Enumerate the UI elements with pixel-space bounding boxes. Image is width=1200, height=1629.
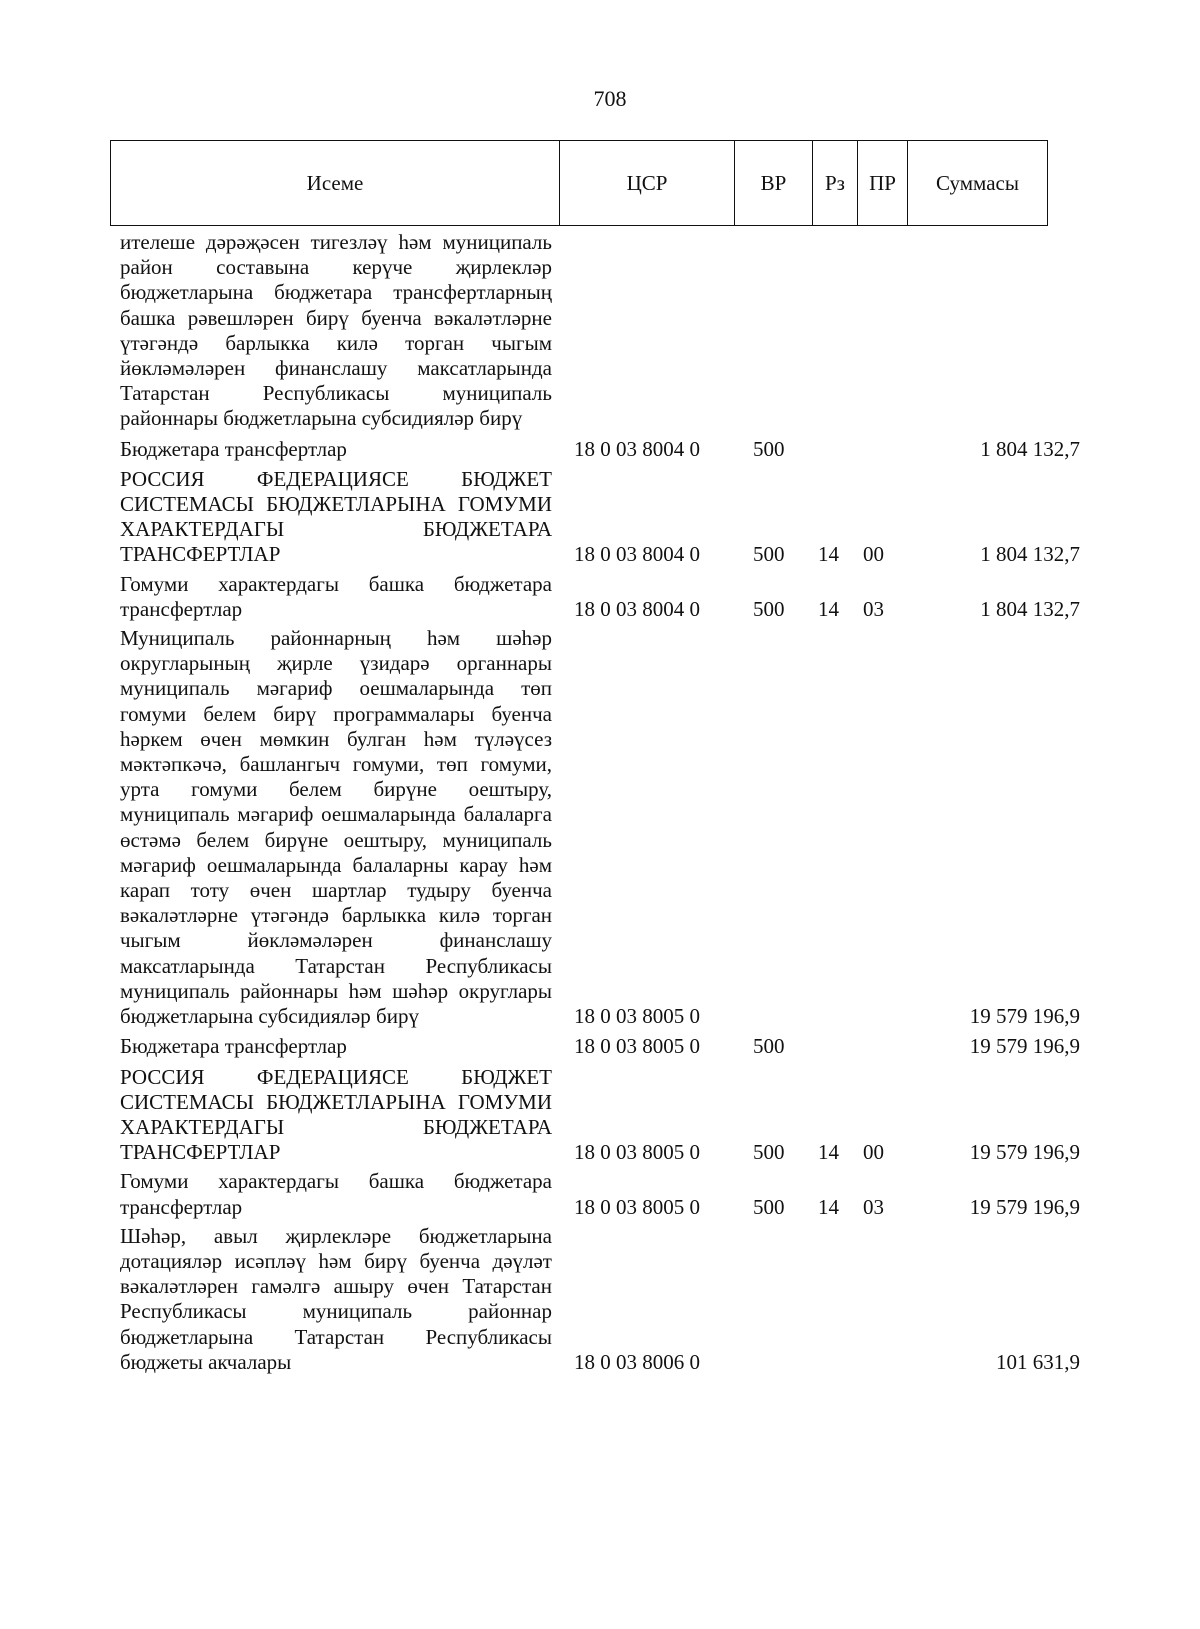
row-name: Гомуми характердагы башка бюджетара трансфертлар [120,571,552,621]
row-csr: 18 0 03 8006 0 [574,1349,700,1374]
table-row [0,1224,1200,1375]
row-sum: 1 804 132,7 [980,436,1080,461]
row-pr: 00 [863,542,884,567]
row-name: РОССИЯ ФЕДЕРАЦИЯСЕ БЮДЖЕТ СИСТЕМАСЫ БЮДЖЕТЛАРЫНА ГОМУМИ ХАРАКТЕРДАГЫ БЮДЖЕТАРА ТРАНСФЕРТЛАР [120,466,552,567]
row-vr: 500 [753,1194,785,1219]
row-vr: 500 [753,1140,785,1165]
row-vr: 500 [753,436,785,461]
row-name: Бюджетара трансфертлар [120,436,347,461]
row-name: РОССИЯ ФЕДЕРАЦИЯСЕ БЮДЖЕТ СИСТЕМАСЫ БЮДЖЕТЛАРЫНА ГОМУМИ ХАРАКТЕРДАГЫ БЮДЖЕТАРА ТРАНСФЕРТЛАР [120,1064,552,1165]
row-rz: 14 [818,1140,839,1165]
table-row [0,1034,1200,1059]
table-row [0,467,1200,568]
table-row [0,230,1200,432]
row-name: Гомуми характердагы башка бюджетара трансфертлар [120,1169,552,1219]
row-csr: 18 0 03 8005 0 [574,1140,700,1165]
row-csr: 18 0 03 8005 0 [574,1034,700,1059]
row-vr: 500 [753,542,785,567]
row-sum: 19 579 196,9 [969,1004,1080,1029]
row-sum: 1 804 132,7 [980,542,1080,567]
table-header [110,140,1048,226]
header-sum: Суммасы [936,170,1019,195]
row-csr: 18 0 03 8005 0 [574,1194,700,1219]
header-csr: ЦСР [560,141,735,225]
row-pr: 03 [863,596,884,621]
header-pr: ПР [858,141,908,225]
row-pr: 03 [863,1194,884,1219]
row-sum: 1 804 132,7 [980,596,1080,621]
table-body [0,230,1200,1375]
table-row [0,572,1200,622]
row-name: Муниципаль районнарның һәм шәһәр округларының җирле үзидарә органнары муниципаль мәгариф оешмаларында төп гомуми белем бирү программалары буенча һәркем өчен мөмкин булган һәм түләүсез мәктәпкәчә, башлангыч гомуми, төп гомуми, урта гомуми белем бирүне оештыру, муниципаль мәгариф оешмаларында балаларга өстәмә белем бирүне оештыру, муниципаль мәгариф оешмаларында балаларны карау һәм карап тоту өчен шартлар тудыру буенча вәкаләтләрне үтәгәндә барлыкка килә торган чыгым йөкләмәләрен финанслашу максатларында Татарстан Республикасы муниципаль районнары һәм шәһәр округлары бюджетларына субсидияләр бирү [120,626,552,1029]
header-vr: ВР [735,141,813,225]
table-row [0,437,1200,462]
row-rz: 14 [818,596,839,621]
row-rz: 14 [818,542,839,567]
row-vr: 500 [753,596,785,621]
row-sum: 19 579 196,9 [969,1194,1080,1219]
table-row [0,1169,1200,1219]
row-name: ителеше дәрәҗәсен тигезләү һәм муниципаль район составына керүче җирлекләр бюджетларына бюджетара трансфертларның башка рәвешләрен бирү буенча вәкаләтләрне үтәгәндә барлыкка килә торган чыгым йөкләмәләрен финанслашу максатларында Татарстан Республикасы муниципаль районнары бюджетларына субсидияләр бирү [120,230,552,431]
row-csr: 18 0 03 8004 0 [574,542,700,567]
row-vr: 500 [753,1034,785,1059]
row-rz: 14 [818,1194,839,1219]
row-csr: 18 0 03 8005 0 [574,1004,700,1029]
row-csr: 18 0 03 8004 0 [574,596,700,621]
table-row [0,626,1200,1029]
row-pr: 00 [863,1140,884,1165]
header-rz: Рз [813,141,858,225]
row-sum: 101 631,9 [996,1349,1080,1374]
row-name: Бюджетара трансфертлар [120,1034,347,1059]
row-sum: 19 579 196,9 [969,1140,1080,1165]
row-csr: 18 0 03 8004 0 [574,436,700,461]
row-sum: 19 579 196,9 [969,1034,1080,1059]
table-row [0,1065,1200,1166]
row-name: Шәһәр, авыл җирлекләре бюджетларына дотацияләр исәпләү һәм бирү буенча дәүләт вәкаләтләрен гамәлгә ашыру өчен Татарстан Республикасы муниципаль районнар бюджетларына Татарстан Республикасы бюджеты акчалары [120,1223,552,1374]
header-name: Исеме [111,141,560,225]
page-number: 708 [593,86,627,111]
